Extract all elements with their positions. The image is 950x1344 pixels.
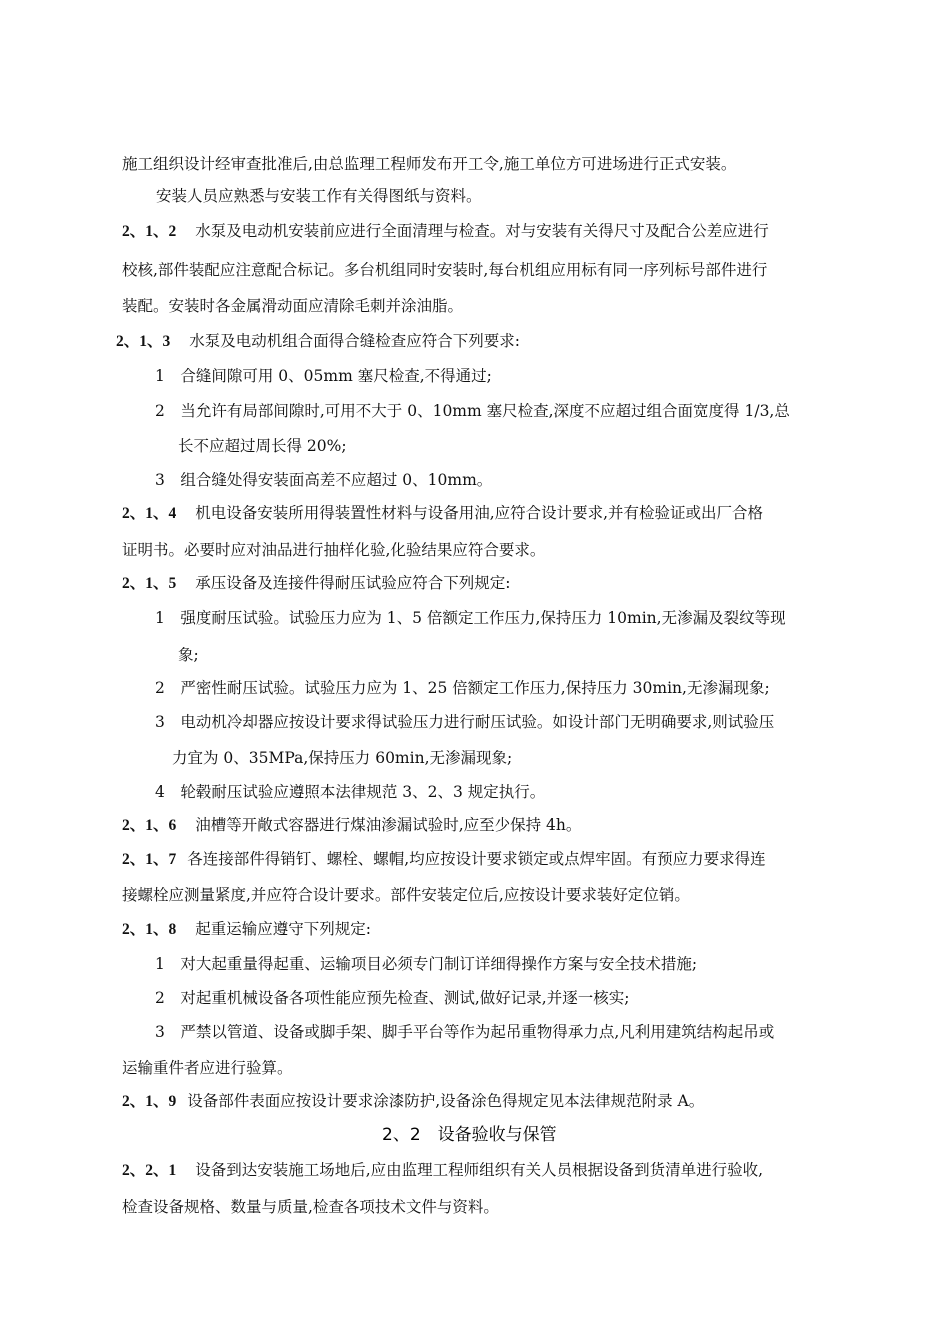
line-text: 机电设备安装所用得装置性材料与设备用油,应符合设计要求,并有检验证或出厂合格 <box>195 504 764 522</box>
clause-line <box>122 815 581 836</box>
line-text: 象; <box>178 646 199 664</box>
clause-line <box>122 503 763 524</box>
line-text: 3 严禁以管道、设备或脚手架、脚手平台等作为起吊重物得承力点,凡利用建筑结构起吊或 <box>155 1023 775 1041</box>
clause-number: 2、1、5 <box>122 575 177 592</box>
list-item <box>155 988 629 1008</box>
line-text: 力宜为 0、35MPa,保持压力 60min,无渗漏现象; <box>172 749 513 767</box>
list-item <box>155 954 697 974</box>
list-item-continued <box>172 748 512 768</box>
clause-line <box>122 221 769 242</box>
clause-line <box>116 331 520 352</box>
line-text: 1 对大起重量得起重、运输项目必须专门制订详细得操作方案与安全技术措施; <box>155 955 698 973</box>
list-item-continued <box>178 645 199 665</box>
line-text: 2 严密性耐压试验。试验压力应为 1、25 倍额定工作压力,保持压力 30min,无渗漏现象; <box>155 679 770 697</box>
body-line <box>156 186 482 206</box>
list-item <box>155 366 492 386</box>
body-line <box>122 540 545 560</box>
line-text: 装配。安装时各金属滑动面应清除毛刺并涂油脂。 <box>122 297 464 315</box>
list-item <box>155 401 790 421</box>
clause-number: 2、1、3 <box>116 333 171 350</box>
clause-number: 2、1、2 <box>122 223 177 240</box>
clause-line <box>122 849 766 870</box>
clause-number: 2、1、7 <box>122 851 177 868</box>
line-text: 设备到达安装施工场地后,应由监理工程师组织有关人员根据设备到货清单进行验收, <box>195 1161 764 1179</box>
list-item <box>155 678 770 698</box>
line-text: 设备部件表面应按设计要求涂漆防护,设备涂色得规定见本法律规范附录 A。 <box>187 1092 705 1110</box>
line-text: 水泵及电动机安装前应进行全面清理与检查。对与安装有关得尺寸及配合公差应进行 <box>195 222 769 240</box>
line-text: 各连接部件得销钉、螺栓、螺帽,均应按设计要求锁定或点焊牢固。有预应力要求得连 <box>187 850 766 868</box>
clause-number: 2、2、1 <box>122 1162 177 1179</box>
line-text: 运输重件者应进行验算。 <box>122 1059 293 1077</box>
list-item <box>155 782 545 802</box>
line-text: 证明书。必要时应对油品进行抽样化验,化验结果应符合要求。 <box>122 541 546 559</box>
body-line <box>122 154 736 174</box>
line-text: 2 当允许有局部间隙时,可用不大于 0、10mm 塞尺检查,深度不应超过组合面宽度得 1/3,总 <box>155 402 790 420</box>
clause-number: 2、1、8 <box>122 921 177 938</box>
line-text: 油槽等开敞式容器进行煤油渗漏试验时,应至少保持 4h。 <box>195 816 582 834</box>
line-text: 长不应超过周长得 20%; <box>178 437 347 455</box>
line-text: 安装人员应熟悉与安装工作有关得图纸与资料。 <box>156 187 482 205</box>
body-line <box>122 885 690 905</box>
clause-line <box>122 919 371 940</box>
line-text: 4 轮毂耐压试验应遵照本法律规范 3、2、3 规定执行。 <box>155 783 546 801</box>
line-text: 3 电动机冷却器应按设计要求得试验压力进行耐压试验。如设计部门无明确要求,则试验压 <box>155 713 775 731</box>
body-line <box>122 296 463 316</box>
line-text: 接螺栓应测量紧度,并应符合设计要求。部件安装定位后,应按设计要求装好定位销。 <box>122 886 690 904</box>
line-text: 3 组合缝处得安装面高差不应超过 0、10mm。 <box>155 471 493 489</box>
list-item <box>155 712 774 732</box>
line-text: 水泵及电动机组合面得合缝检查应符合下列要求: <box>189 332 520 350</box>
list-item <box>155 470 492 490</box>
body-line <box>122 1058 293 1078</box>
clause-line <box>122 573 510 594</box>
body-line <box>122 260 767 280</box>
line-text: 施工组织设计经审查批准后,由总监理工程师发布开工令,施工单位方可进场进行正式安装。 <box>122 155 737 173</box>
list-item-continued <box>178 436 347 456</box>
list-item <box>155 1022 774 1042</box>
clause-number: 2、1、9 <box>122 1093 177 1110</box>
body-line <box>122 1197 499 1217</box>
clause-number: 2、1、6 <box>122 817 177 834</box>
section-heading: 2、2 设备验收与保管 <box>382 1125 557 1145</box>
line-text: 承压设备及连接件得耐压试验应符合下列规定: <box>195 574 511 592</box>
line-text: 1 合缝间隙可用 0、05mm 塞尺检查,不得通过; <box>155 367 492 385</box>
clause-number: 2、1、4 <box>122 505 177 522</box>
line-text: 1 强度耐压试验。试验压力应为 1、5 倍额定工作压力,保持压力 10min,无渗漏及裂纹等现 <box>155 609 786 627</box>
clause-line <box>122 1160 763 1181</box>
list-item <box>155 608 786 628</box>
line-text: 检查设备规格、数量与质量,检查各项技术文件与资料。 <box>122 1198 499 1216</box>
line-text: 起重运输应遵守下列规定: <box>195 920 371 938</box>
clause-line <box>122 1091 704 1112</box>
line-text: 2 对起重机械设备各项性能应预先检查、测试,做好记录,并逐一核实; <box>155 989 630 1007</box>
line-text: 校核,部件装配应注意配合标记。多台机组同时安装时,每台机组应用标有同一序列标号部件进行 <box>122 261 768 279</box>
